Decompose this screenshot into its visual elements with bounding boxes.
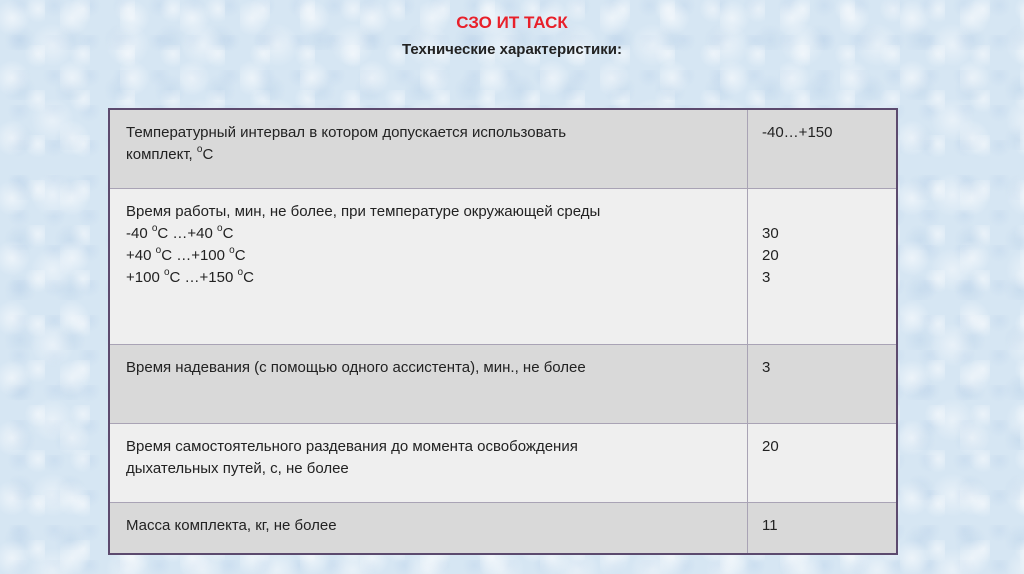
param-text: Время работы, мин, не более, при температуре окружающей среды	[126, 203, 601, 220]
temp-range	[126, 267, 731, 289]
specs-table	[108, 108, 898, 555]
degree-mark: о	[229, 245, 235, 256]
range-text: +100	[126, 269, 164, 286]
value-text: 3	[762, 359, 771, 376]
param-text: Масса комплекта, кг, не более	[126, 517, 337, 534]
param-text: дыхательных путей, с, не более	[126, 460, 349, 477]
degree-mark: о	[196, 144, 203, 155]
table-row	[110, 189, 896, 345]
range-text: С …+40	[157, 225, 218, 242]
value-cell	[748, 345, 896, 423]
param-cell	[110, 424, 748, 502]
range-text: С	[222, 225, 234, 242]
slide-title: СЗО ИТ ТАСК	[456, 13, 568, 32]
value-text: 3	[762, 269, 771, 286]
range-text: -40	[126, 225, 152, 242]
param-text: Время самостоятельного раздевания до момента освобождения	[126, 438, 578, 455]
range-text: +40	[126, 247, 156, 264]
param-cell	[110, 345, 748, 423]
param-text-part: С	[202, 146, 214, 163]
table-row	[110, 345, 896, 424]
temp-range	[126, 223, 731, 245]
param-text-part: комплект,	[126, 146, 197, 163]
param-text: Температурный интервал в котором допускается использовать	[126, 124, 567, 141]
degree-mark: о	[155, 245, 162, 256]
range-text: С …+100	[161, 247, 230, 264]
range-text: С	[243, 269, 254, 286]
value-cell	[748, 189, 896, 344]
value-cell	[748, 503, 896, 553]
value-text: 11	[762, 517, 778, 534]
degree-mark: о	[163, 267, 170, 278]
param-text	[126, 144, 731, 166]
range-text: С	[234, 247, 246, 264]
value-cell	[748, 110, 896, 188]
value-text: 20	[762, 247, 779, 264]
table-row	[110, 503, 896, 553]
param-cell	[110, 110, 748, 188]
temp-range	[126, 245, 731, 267]
range-text: С …+150	[169, 269, 238, 286]
value-text: 30	[762, 225, 779, 242]
slide-subtitle: Технические характеристики:	[401, 41, 623, 58]
table-row	[110, 424, 896, 503]
spacer	[762, 201, 882, 223]
param-text: Время надевания (с помощью одного ассистента), мин., не более	[126, 359, 586, 376]
degree-mark: о	[237, 267, 244, 278]
value-text: -40…+150	[762, 124, 833, 141]
value-cell	[748, 424, 896, 502]
degree-mark: о	[217, 223, 223, 234]
param-cell	[110, 503, 748, 553]
param-cell	[110, 189, 748, 344]
table-row	[110, 110, 896, 189]
degree-mark: о	[151, 223, 158, 234]
value-text: 20	[762, 438, 779, 455]
